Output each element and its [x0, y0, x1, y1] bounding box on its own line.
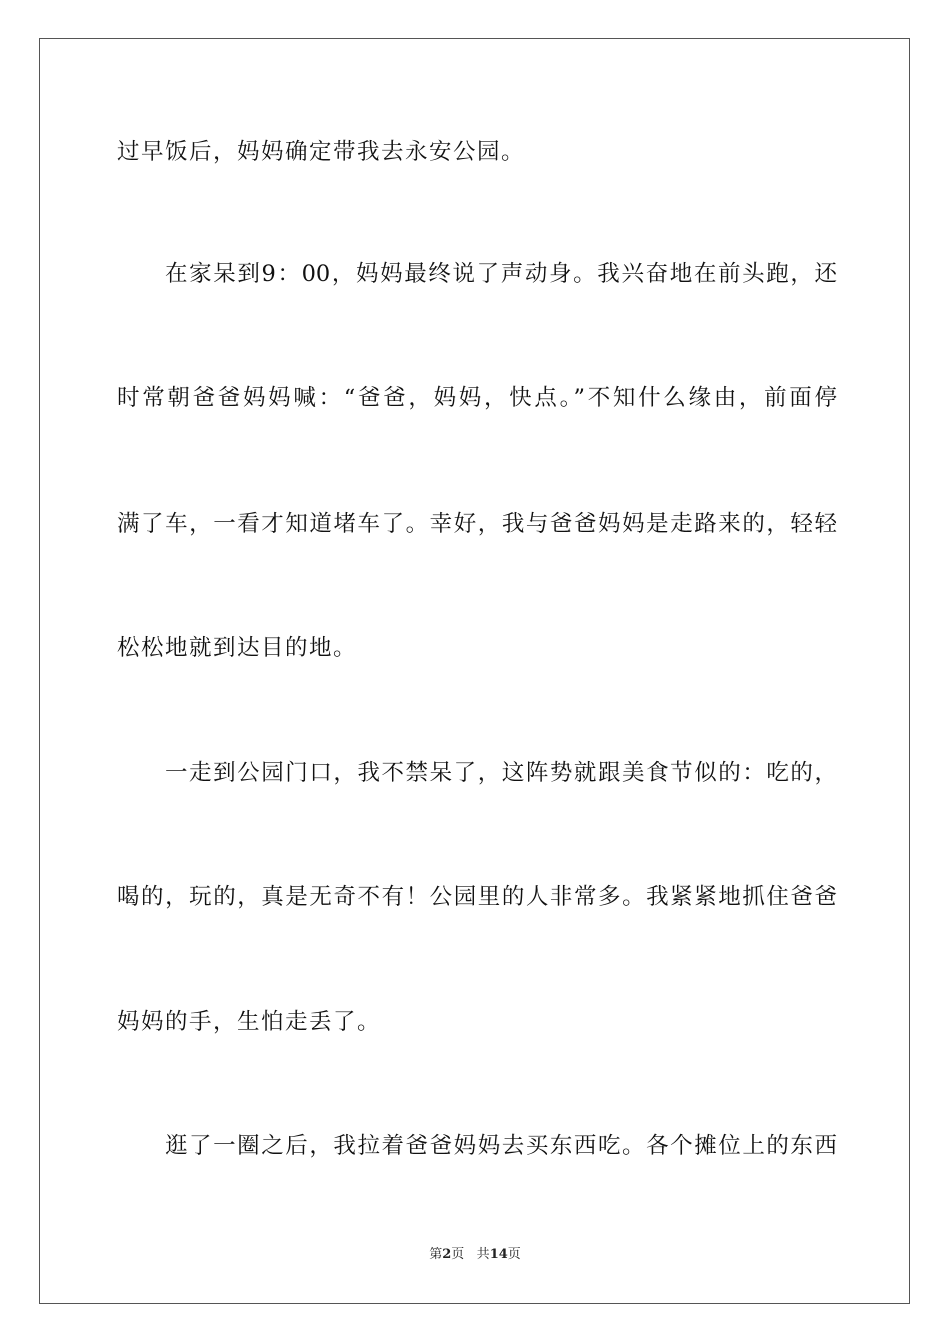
text-line-3: 时常朝爸爸妈妈喊：“爸爸，妈妈，快点。”不知什么缘由，前面停 [117, 385, 837, 411]
text-line-2: 在家呆到9：00，妈妈最终说了声动身。我兴奋地在前头跑，还 [165, 261, 837, 287]
footer-page-number: 2 [442, 1247, 452, 1262]
page-border [39, 38, 910, 1304]
text-line-6: 一走到公园门口，我不禁呆了，这阵势就跟美食节似的：吃的， [165, 760, 837, 786]
text-line-9: 逛了一圈之后，我拉着爸爸妈妈去买东西吃。各个摊位上的东西 [165, 1133, 837, 1159]
footer-total-prefix: 共 [476, 1247, 490, 1262]
footer-total-number: 14 [489, 1247, 508, 1262]
text-line-5: 松松地就到达目的地。 [117, 635, 358, 661]
text-line-1: 过早饭后，妈妈确定带我去永安公园。 [117, 139, 526, 165]
footer-page-prefix: 第 [429, 1247, 443, 1262]
footer-total-suffix: 页 [507, 1247, 521, 1262]
footer-page-suffix: 页 [451, 1247, 465, 1262]
page-footer [0, 1246, 950, 1264]
text-line-8: 妈妈的手，生怕走丢了。 [117, 1009, 382, 1035]
text-line-7: 喝的，玩的，真是无奇不有！公园里的人非常多。我紧紧地抓住爸爸 [117, 884, 837, 910]
text-line-4: 满了车，一看才知道堵车了。幸好，我与爸爸妈妈是走路来的，轻轻 [117, 511, 837, 537]
